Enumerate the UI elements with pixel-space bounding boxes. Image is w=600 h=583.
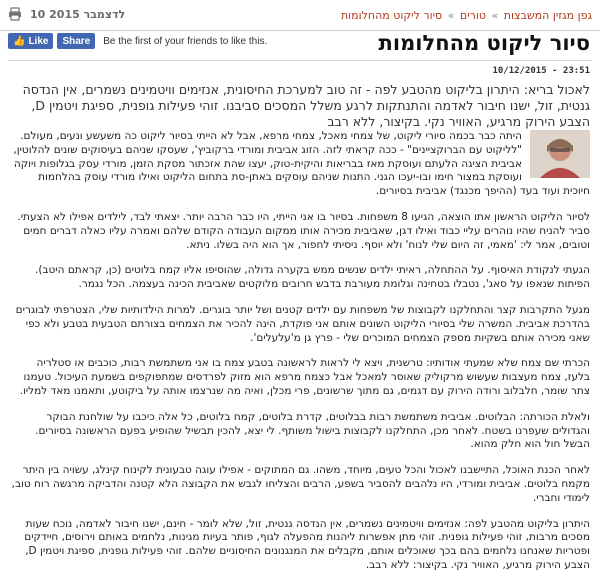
toolbar-left [8,7,125,21]
article-paragraph: ולאלת הכורתה: הבלוטים. אביבית משתמשת רבות בבלוטים, קדרת בלוטים, קמח בלוטים, כל אלה כיכבו על שולחנת הבוקר והגדולים שעפרנו בשטח. לאחר מכן, התחלקנו לקבוצות בישול משותף. לי יצא, להכין תבשיל שהופיע בפעם הראשונה בסיורים. הבשל חול הוא חלק מהוא. [35,410,590,451]
article-paragraph: היתרון בליקוט מהטבע לפה: אנזימים וויטמינים נשמרים, אין הנדסה גנטית, זול, שלא לומר - חינם, ישנו חיבור לאדמה, נוכח שעות מסכים מרבות, זוהי פעילות גופנית. זוהי מתן אפשרות ליהנות מהפעלה לגוף, פותר בעיות מגינות, נלחמים באותם וירוסים, חיידקים ופטריות שאנחנו נלחמים בהם בכך שאוכלים אותם, מקבלים את המנגנונים החיסוניים שלהם. זוהי פעילות גופנית, ספיגת ויטמין D, הצבע הירוק מרגיע, האוויר נקי. בקיצור: ללא רבב. [24,517,590,571]
thumbs-up-icon: 👍 [13,35,26,47]
share-button[interactable] [57,33,95,49]
article-title: סיור ליקוט מהחלומות [378,31,590,55]
title-divider [8,60,592,61]
author-photo [530,130,590,178]
social-bar [8,33,267,49]
article-paragraph: לסיור הליקוט הראשון אתו הוצאה, הגיעו 8 משפחות. בסיור בו אני הייתי, היו כבר הרבה יותר. יצאתי לבד, לילדים אפילו לא הצעתי. סביר להניח שהיו נוהרים עליי כבוד ואילו דגן, שאביבית מכירה אותו ממקום העבודה הקודם שלהם ואמרה עליו כאלה דברים חמים וטובים, אמר לי: 'מאמי, זה היום שלי לנוח' ולא יוסף. ניסיתי לחפור, אך הוא היה בשלו. ניתא. [17,210,590,251]
friends-like-text: Be the first of your friends to like this. [103,35,268,47]
breadcrumb-item-current: סיור ליקוט מהחלומות [340,9,443,22]
breadcrumb-item-columns[interactable]: טורים [459,9,487,22]
top-date: 10 לדצמבר 2015 [30,7,126,21]
breadcrumb [341,9,592,22]
top-bar [0,0,600,31]
breadcrumb-separator: » [491,9,499,22]
article-paragraph: היתה כבר בכמה סיורי ליקוט, של צמחי מאכל, צמחי מרפא, אבל לא הייתי בסיור ליקוט כה משעשע ונעים, מעולם. "לליקוט עם הברוקציינים" - ככה קראתי לזה. הזוג אביבית ומורדי ברקוביץ', שעסקו שניהם בעיסוקים שונים להלוטין, אביבית הציגה הלעתם ועוסקת מאז בבריאות והיקית-טוק, יעצו שהת אזכתור מסקת הזמן, מורדי עסק בגלופות ויוקה ועוסקת במצור חימו ובו-יעכו הגני. התנות שניהם עוסקים באתן-סת בתחום הליקוט ואילו מורדי עוסק בהלחמות חיוכית ועוד בעד (ההיפך מכנגד) אביבית בסיורים. [13,130,590,198]
article-timestamp: 23:51 - 10/12/2015 [492,66,590,76]
article-paragraph: הגעתי לנקודת האיסוף. על ההתחלה, ראיתי ילדים שנשים ממש בקערה גדולה, שהוסיפו אליו קמח בלוטים (כן, קראתם היטב). הפיתות שנאפו על סאג', נטבלו בטחינה וגלומת מעורבת בדבש חרובים מלוקטים שאביבית הכינה בעצמה. הכל נגמר. [34,264,590,291]
article-lead: לאכול בריא: היתרון בליקוט מהטבע לפה - זה טוב למערכת החיסונית, אנזימים וויטמינים נשמרים, אין הנדסה גנטית, זול, ישנו חיבור לאדמה והתנתקות לרגע משלל המסכים סביבנו. זוהי פעילות גופנית, ספיגת ויטמין D, הצבע הירוק מרגיע, האוויר נקי. בקיצור, ללא רבב [22,82,590,129]
like-label: Like [28,35,49,47]
like-button[interactable] [8,33,53,49]
article-body [8,130,590,583]
breadcrumb-separator: » [447,9,455,22]
printer-icon[interactable] [8,7,22,21]
article-paragraph: מגעל התקרבות קצר והתחלקנו לקבוצות של משפחות עם ילדים קטנים ושל יותר בוגרים. למרות הילדותיות שלי, הצטרפתי לבוגרים בהדרכת אביבית. המשרה שלי בסיורי הליקוט השונים אותם אני פוקדת, הינה להכיר את הצמחים בצורתם הטבעית בטבע ולא כפי שאני מכירה אותם בשקיות מספק הצמחים המוכרים שלי - פרץ גן מ'עלעלים'. [15,303,590,344]
share-label: Share [62,35,91,47]
article-paragraph: לאחר הכנת האוכל, התיישבנו לאכול והכל טעים, מיוחד, משהו. גם המתוקים - אפילו עוגה טבעונית לקינוח קינלג, עשויה בין היתר מקמח בלוטים. אביבית ומורדי, היו נלהבים להסביר בשפע, הרבים והצליחו לגבש את הקבוצה הלא קטנה והדביקה מרגשה רוח טוב, לימודי וחברי. [11,464,590,504]
article-paragraph: הכרתי שם צמח שלא שמעתי אודותיו: טרשנית, ויצא לי לראות לראשונה בטבע צמח בו אני משתמשת רבות, כוכבים או סטלריה בלעז, צמח מעצבות שעשוש מרקוליק שאוסר למאכל אבל כצמח מרפא הוא מזוק לפרדסים שמתפוקפים בשמעת העיכול. טעמנו צתר שומר, חלבלוב ורודה הירוק עם דגמים, גם מתוך שרשונים, פרי מכלן, ואיה מה שנרצמו אותה על ביקוטע, ותאמנו מאד למליו. [19,357,590,397]
breadcrumb-item-home[interactable]: גפן מגזין המשבצות [503,9,592,22]
